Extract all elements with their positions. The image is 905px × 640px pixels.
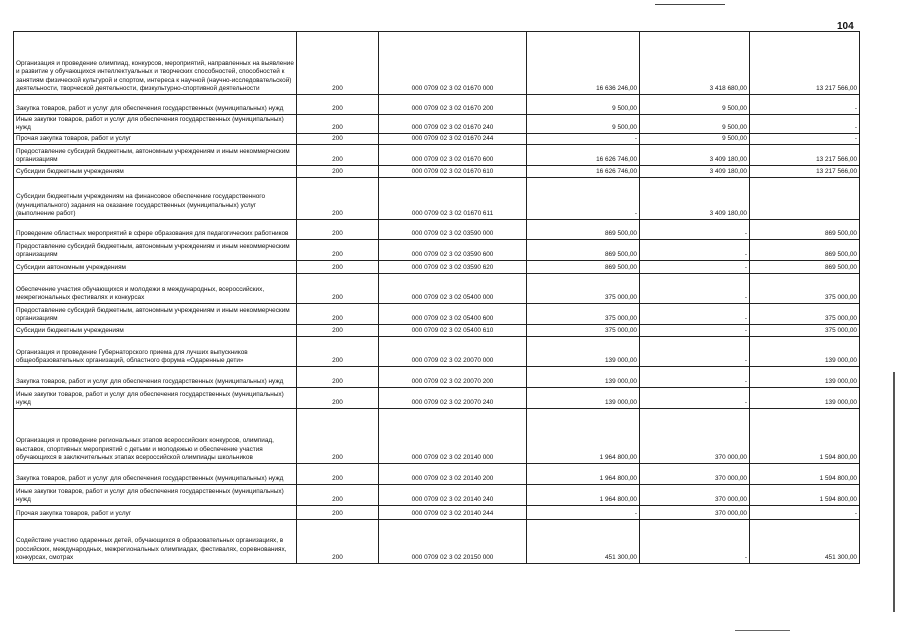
row-name: Иные закупки товаров, работ и услуг для обеспечения государственных (муниципальных) нужд [14, 388, 297, 409]
row-name: Закупка товаров, работ и услуг для обеспечения государственных (муниципальных) нужд [14, 367, 297, 388]
row-code: 200 [297, 367, 379, 388]
table-row [14, 520, 860, 564]
row-name: Субсидии бюджетным учреждениям [14, 325, 297, 337]
row-sum-3: 869 500,00 [750, 220, 860, 240]
row-name: Иные закупки товаров, работ и услуг для обеспечения государственных (муниципальных) нужд [14, 115, 297, 134]
row-name: Закупка товаров, работ и услуг для обеспечения государственных (муниципальных) нужд [14, 464, 297, 485]
row-code: 200 [297, 506, 379, 520]
row-kbk: 000 0709 02 3 02 01670 240 [379, 115, 527, 134]
row-sum-2: 3 418 680,00 [640, 32, 750, 95]
row-sum-3: 451 300,00 [750, 520, 860, 564]
row-kbk: 000 0709 02 3 02 05400 000 [379, 274, 527, 304]
table-row [14, 388, 860, 409]
table-row [14, 325, 860, 337]
row-sum-1: 1 964 800,00 [527, 409, 640, 464]
row-sum-1: 139 000,00 [527, 367, 640, 388]
row-code: 200 [297, 115, 379, 134]
row-code: 200 [297, 145, 379, 166]
row-name: Предоставление субсидий бюджетным, автономным учреждениям и иным некоммерческим организациям [14, 304, 297, 325]
row-kbk: 000 0709 02 3 02 20140 000 [379, 409, 527, 464]
row-sum-3: 1 594 800,00 [750, 409, 860, 464]
row-name: Субсидии бюджетным учреждениям на финансовое обеспечение государственного (муниципального) задания на оказание государственных (муниципальных) услуг (выполнение работ) [14, 178, 297, 220]
table-row [14, 274, 860, 304]
row-kbk: 000 0709 02 3 02 03590 600 [379, 240, 527, 261]
row-name: Прочая закупка товаров, работ и услуг [14, 134, 297, 145]
row-name: Прочая закупка товаров, работ и услуг [14, 506, 297, 520]
row-sum-1: 375 000,00 [527, 274, 640, 304]
row-sum-2: 9 500,00 [640, 134, 750, 145]
row-sum-2: 3 409 180,00 [640, 145, 750, 166]
row-kbk: 000 0709 02 3 02 20150 000 [379, 520, 527, 564]
row-sum-3: - [750, 506, 860, 520]
row-sum-2: - [640, 325, 750, 337]
row-sum-1: - [527, 178, 640, 220]
row-sum-3 [750, 178, 860, 220]
table-row [14, 304, 860, 325]
row-code: 200 [297, 464, 379, 485]
row-sum-1: 375 000,00 [527, 325, 640, 337]
row-code: 200 [297, 409, 379, 464]
row-sum-1: 451 300,00 [527, 520, 640, 564]
row-sum-1: 139 000,00 [527, 337, 640, 367]
page-number: 104 [837, 21, 854, 32]
row-sum-2: - [640, 304, 750, 325]
row-sum-1: 16 626 746,00 [527, 145, 640, 166]
row-kbk: 000 0709 02 3 02 01670 600 [379, 145, 527, 166]
row-sum-2: 370 000,00 [640, 464, 750, 485]
row-code: 200 [297, 337, 379, 367]
table-row [14, 367, 860, 388]
scan-mark-right [893, 372, 895, 612]
row-sum-1: 9 500,00 [527, 95, 640, 115]
row-sum-3: 13 217 566,00 [750, 145, 860, 166]
row-sum-2: - [640, 520, 750, 564]
row-sum-3: 139 000,00 [750, 388, 860, 409]
table-row [14, 32, 860, 95]
row-sum-2: 370 000,00 [640, 409, 750, 464]
row-sum-3: 869 500,00 [750, 261, 860, 274]
row-sum-1: 139 000,00 [527, 388, 640, 409]
row-kbk: 000 0709 02 3 02 01670 611 [379, 178, 527, 220]
row-name: Организация и проведение Губернаторского приема для лучших выпускников общеобразовательных организаций, областного форума «Одаренные дети» [14, 337, 297, 367]
table-row [14, 409, 860, 464]
row-sum-2: - [640, 337, 750, 367]
table-row [14, 95, 860, 115]
row-sum-2: - [640, 261, 750, 274]
row-sum-2: - [640, 274, 750, 304]
row-code: 200 [297, 240, 379, 261]
row-name: Проведение областных мероприятий в сфере образования для педагогических работников [14, 220, 297, 240]
row-sum-1: 16 636 246,00 [527, 32, 640, 95]
row-code: 200 [297, 32, 379, 95]
row-kbk: 000 0709 02 3 02 01670 244 [379, 134, 527, 145]
row-kbk: 000 0709 02 3 02 20140 200 [379, 464, 527, 485]
row-sum-3: 13 217 566,00 [750, 166, 860, 178]
row-kbk: 000 0709 02 3 02 03590 000 [379, 220, 527, 240]
row-sum-2: - [640, 388, 750, 409]
table-row [14, 134, 860, 145]
row-code: 200 [297, 220, 379, 240]
row-name: Иные закупки товаров, работ и услуг для обеспечения государственных (муниципальных) нужд [14, 485, 297, 506]
scan-mark-bottom [735, 630, 790, 631]
row-sum-3: 375 000,00 [750, 325, 860, 337]
row-code: 200 [297, 274, 379, 304]
row-kbk: 000 0709 02 3 02 20140 240 [379, 485, 527, 506]
row-kbk: 000 0709 02 3 02 01670 000 [379, 32, 527, 95]
row-sum-1: 375 000,00 [527, 304, 640, 325]
row-sum-1: 869 500,00 [527, 261, 640, 274]
row-sum-2: 370 000,00 [640, 485, 750, 506]
row-kbk: 000 0709 02 3 02 01670 200 [379, 95, 527, 115]
budget-table-body [14, 32, 860, 564]
table-row [14, 166, 860, 178]
row-sum-3: 13 217 566,00 [750, 32, 860, 95]
row-sum-1: 869 500,00 [527, 240, 640, 261]
scan-mark-top [655, 4, 725, 5]
row-sum-2: - [640, 367, 750, 388]
row-code: 200 [297, 134, 379, 145]
row-sum-3: 375 000,00 [750, 274, 860, 304]
row-kbk: 000 0709 02 3 02 03590 620 [379, 261, 527, 274]
row-name: Субсидии автономным учреждениям [14, 261, 297, 274]
row-kbk: 000 0709 02 3 02 01670 610 [379, 166, 527, 178]
table-row [14, 145, 860, 166]
row-sum-1: 1 964 800,00 [527, 485, 640, 506]
row-sum-2: 9 500,00 [640, 95, 750, 115]
row-code: 200 [297, 388, 379, 409]
table-row [14, 115, 860, 134]
row-sum-2: 9 500,00 [640, 115, 750, 134]
row-code: 200 [297, 178, 379, 220]
table-row [14, 261, 860, 274]
table-row [14, 178, 860, 220]
row-sum-1: 9 500,00 [527, 115, 640, 134]
row-kbk: 000 0709 02 3 02 20070 000 [379, 337, 527, 367]
row-name: Обеспечение участия обучающихся и молодежи в международных, всероссийских, межрегиональных фестивалях и конкурсах [14, 274, 297, 304]
row-code: 200 [297, 520, 379, 564]
row-code: 200 [297, 325, 379, 337]
row-sum-1: 1 964 800,00 [527, 464, 640, 485]
row-sum-3: - [750, 115, 860, 134]
table-row [14, 240, 860, 261]
row-kbk: 000 0709 02 3 02 20070 200 [379, 367, 527, 388]
row-code: 200 [297, 485, 379, 506]
row-name: Организация и проведение региональных этапов всероссийских конкурсов, олимпиад, выставок, спортивных мероприятий с детьми и молодежью и обеспечение участия обучающихся в заключительных этапах всероссийской олимпиады школьников [14, 409, 297, 464]
row-sum-3: - [750, 95, 860, 115]
row-name: Организация и проведение олимпиад, конкурсов, мероприятий, направленных на выявление и развитие у обучающихся интеллектуальных и творческих способностей, способностей к занятиям физической культурой и спортом, интереса к научной (научно-исследовательской) деятельности, творческой деятельности, физкультурно-спортивной деятельности [14, 32, 297, 95]
row-code: 200 [297, 304, 379, 325]
table-row [14, 220, 860, 240]
table-row [14, 464, 860, 485]
table-row [14, 506, 860, 520]
row-name: Субсидии бюджетным учреждениям [14, 166, 297, 178]
row-name: Предоставление субсидий бюджетным, автономным учреждениям и иным некоммерческим организациям [14, 145, 297, 166]
row-code: 200 [297, 261, 379, 274]
row-kbk: 000 0709 02 3 02 20070 240 [379, 388, 527, 409]
row-sum-3: 869 500,00 [750, 240, 860, 261]
row-sum-1: 16 626 746,00 [527, 166, 640, 178]
row-sum-2: 3 409 180,00 [640, 166, 750, 178]
row-name: Закупка товаров, работ и услуг для обеспечения государственных (муниципальных) нужд [14, 95, 297, 115]
row-kbk: 000 0709 02 3 02 05400 600 [379, 304, 527, 325]
row-kbk: 000 0709 02 3 02 20140 244 [379, 506, 527, 520]
row-sum-3: 1 594 800,00 [750, 464, 860, 485]
row-code: 200 [297, 95, 379, 115]
row-sum-1: 869 500,00 [527, 220, 640, 240]
row-sum-1: - [527, 506, 640, 520]
budget-table [13, 31, 860, 564]
row-sum-3: 1 594 800,00 [750, 485, 860, 506]
row-sum-2: - [640, 240, 750, 261]
row-sum-3: - [750, 134, 860, 145]
row-name: Содействие участию одаренных детей, обучающихся в образовательных организациях, в российских, международных, межрегиональных олимпиадах, фестивалях, соревнованиях, конкурсах, смотрах [14, 520, 297, 564]
row-sum-2: 3 409 180,00 [640, 178, 750, 220]
row-sum-3: 139 000,00 [750, 367, 860, 388]
row-sum-2: 370 000,00 [640, 506, 750, 520]
table-row [14, 485, 860, 506]
row-code: 200 [297, 166, 379, 178]
row-name: Предоставление субсидий бюджетным, автономным учреждениям и иным некоммерческим организациям [14, 240, 297, 261]
row-kbk: 000 0709 02 3 02 05400 610 [379, 325, 527, 337]
table-row [14, 337, 860, 367]
row-sum-2: - [640, 220, 750, 240]
row-sum-1: - [527, 134, 640, 145]
row-sum-3: 375 000,00 [750, 304, 860, 325]
row-sum-3: 139 000,00 [750, 337, 860, 367]
